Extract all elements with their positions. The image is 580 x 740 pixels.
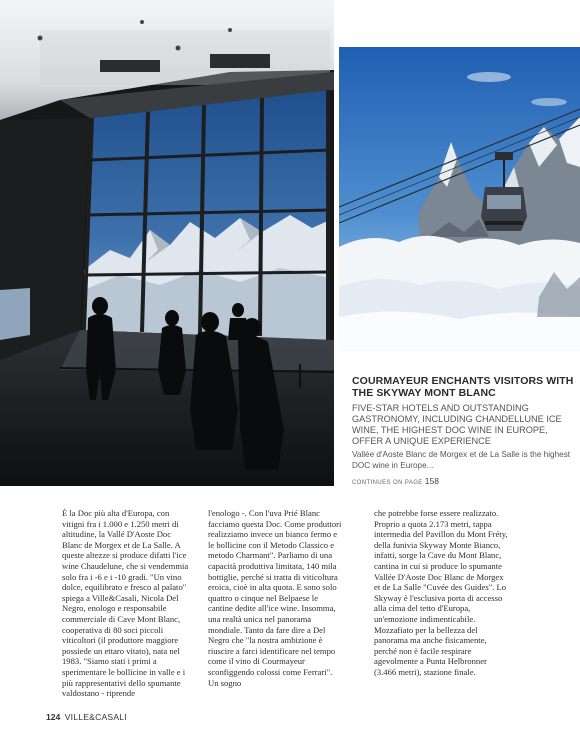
magazine-name: VILLE&CASALI — [64, 712, 127, 722]
summary-teaser: Vallée d'Aoste Blanc de Morgex et de La Salle is the highest DOC wine in Europe... — [352, 450, 571, 470]
observation-deck-photo — [0, 0, 334, 486]
article-column-3 — [374, 508, 508, 678]
continues-note — [352, 476, 574, 486]
article-column-2 — [208, 508, 344, 688]
article-column-1 — [62, 508, 192, 699]
summary-deck: FIVE-STAR HOTELS AND OUTSTANDING GASTRONOMY, INCLUDING CHANDELLUNE ICE WINE, THE HIGHEST DOC WINE IN EUROPE, OFFER A UNIQUE EXPERIENCE — [352, 403, 562, 446]
continues-label: CONTINUES ON PAGE — [352, 480, 423, 486]
page-number: 124 — [46, 712, 61, 722]
page-footer — [46, 712, 127, 722]
skyway-cable-car-photo — [339, 47, 580, 351]
article-text: È la Doc più alta d'Europa, con vitigni fra i 1.000 e 1.250 metri di altitudine, la Vallé D'Aoste Doc Blanc de Morgex et de La Salle. A queste altezze si produce difatti l'ice wine Chaudelune, che si vendemmia solo fra i -6 e i -10 gradi. "Un vino dolce, equilibrato e fresco al palato" spiega a Ville&Casali, Nicola Del Negro, enologo e responsabile commerciale di Cave Mont Blanc, cooperativa di 80 soci piccoli viticoltori (il produttore maggiore possiede un ettaro vitato), nata nel 1983. "Siamo stati i primi a sperimentare le bollicine in valle e i più rappresentativi dello spumante valdostano - riprende — [62, 508, 189, 699]
summary-headline: COURMAYEUR ENCHANTS VISITORS WITH THE SKYWAY MONT BLANC — [352, 375, 574, 399]
article-text: l'enologo -. Con l'uva Prié Blanc facciamo questa Doc. Come produttori realizziamo invece un bianco fermo e le bollicine con il Metodo Classico e metodo Charmant". Parliamo di una capacità produttiva limitata, 140 mila bottiglie, perché si tratta di viticoltura eroica, cioè in alta quota. E sono solo quattro o cinque nel Belpaese le cantine dedite all'ice wine. Insomma, una realtà unica nel panorama mondiale. Tanto da fare dire a Del Negro che "la nostra ambizione è riuscire a farci identificare nel tempo come il vino di Courmayeur sconfiggendo colossi come Ferrari". Un sogno — [208, 508, 342, 688]
english-summary-box — [352, 375, 574, 486]
continues-page-number: 158 — [424, 476, 439, 486]
article-text: che potrebbe forse essere realizzato. Proprio a quota 2.173 metri, tappa intermedia del Pavillon du Mont Fréty, della funivia Skyway Monte Bianco, infatti, sorge la Cave du Mont Blanc, cantina in cui si produce lo spumante Vallée D'Aoste Doc Blanc de Morgex et de La Salle "Cuvée des Guides". Lo Skyway è l'esclusiva porta di accesso alla cima del tetto d'Europa, un'emozione indimenticabile. Mozzafiato per la bellezza del panorama ma anche fisicamente, perché non è facile respirare agevolmente a Punta Helbronner (3.466 metri), stazione finale. — [374, 508, 508, 677]
